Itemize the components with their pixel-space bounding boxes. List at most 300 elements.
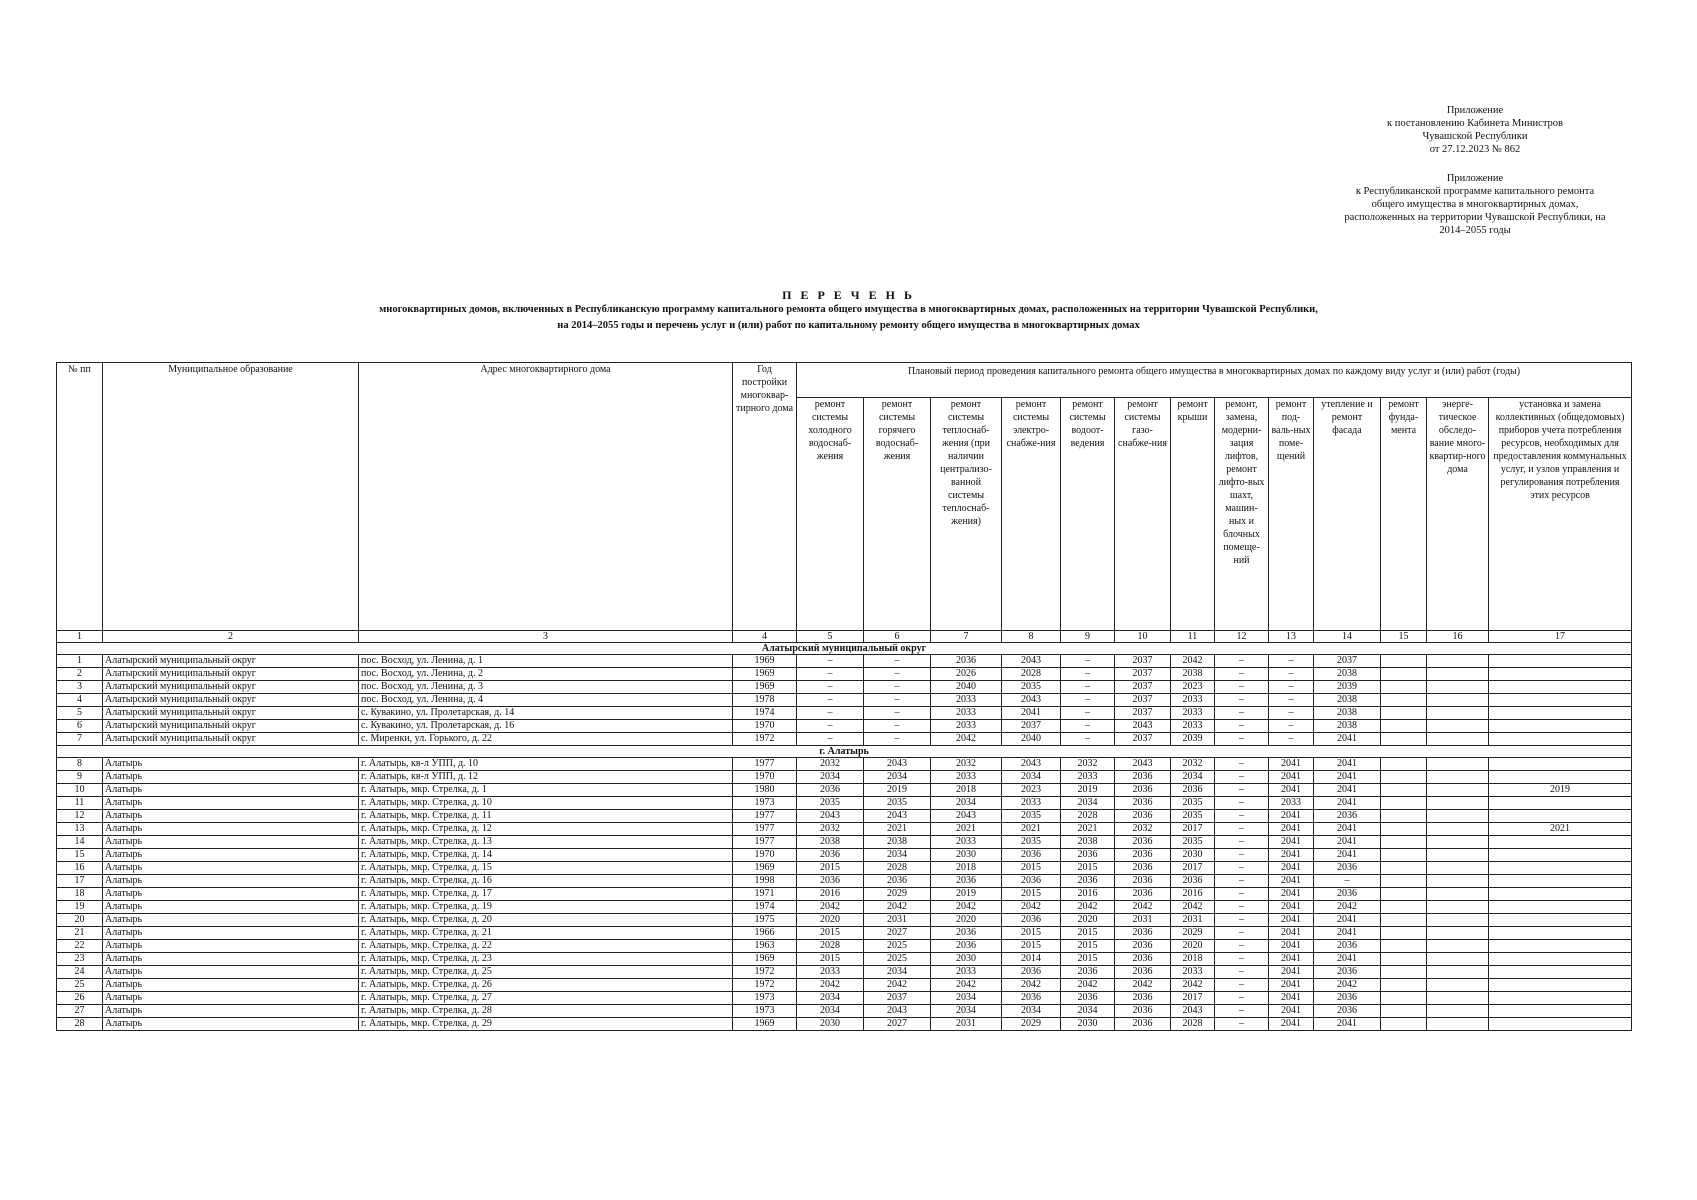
table-cell: 1973 xyxy=(733,992,797,1005)
table-cell: 2036 xyxy=(797,875,864,888)
table-cell: 23 xyxy=(57,953,103,966)
table-cell xyxy=(1427,797,1489,810)
table-cell: 2034 xyxy=(931,992,1002,1005)
table-cell: 1972 xyxy=(733,966,797,979)
column-number: 15 xyxy=(1381,631,1427,643)
table-cell: – xyxy=(1269,681,1314,694)
table-cell: Алатырь xyxy=(103,953,359,966)
header-work-type: ремонт системы газо-снабже-ния xyxy=(1115,398,1171,631)
table-cell: – xyxy=(1215,875,1269,888)
table-cell: г. Алатырь, мкр. Стрелка, д. 10 xyxy=(359,797,733,810)
table-cell xyxy=(1489,901,1632,914)
table-cell: 2027 xyxy=(864,1018,931,1031)
table-cell: Алатырь xyxy=(103,914,359,927)
table-cell xyxy=(1381,771,1427,784)
table-cell: 2036 xyxy=(1314,966,1381,979)
table-cell: 1977 xyxy=(733,810,797,823)
table-cell: 2017 xyxy=(1171,862,1215,875)
table-cell: – xyxy=(1215,888,1269,901)
table-cell: 2036 xyxy=(1115,849,1171,862)
table-cell xyxy=(1381,655,1427,668)
table-cell: 9 xyxy=(57,771,103,784)
table-cell: – xyxy=(1215,1018,1269,1031)
table-cell: 2041 xyxy=(1314,927,1381,940)
table-cell: – xyxy=(1061,720,1115,733)
table-cell xyxy=(1381,797,1427,810)
table-cell: 2041 xyxy=(1314,784,1381,797)
table-cell: г. Алатырь, кв-л УПП, д. 10 xyxy=(359,758,733,771)
table-cell: 2033 xyxy=(1171,966,1215,979)
table-cell: 2017 xyxy=(1171,992,1215,1005)
table-cell: 2042 xyxy=(1115,901,1171,914)
table-cell: 1977 xyxy=(733,823,797,836)
table-cell: 2035 xyxy=(797,797,864,810)
table-cell: 2038 xyxy=(1171,668,1215,681)
table-cell: 2036 xyxy=(1061,875,1115,888)
appendix-line: расположенных на территории Чувашской Республики, на xyxy=(1344,212,1606,223)
table-cell: 2036 xyxy=(1314,810,1381,823)
table-cell: Алатырский муниципальный округ xyxy=(103,655,359,668)
table-row xyxy=(57,707,1632,720)
table-cell: 2019 xyxy=(864,784,931,797)
header-work-type: ремонт фунда-мента xyxy=(1381,398,1427,631)
table-cell xyxy=(1427,771,1489,784)
table-cell: – xyxy=(1215,797,1269,810)
table-row xyxy=(57,992,1632,1005)
table-cell: 2037 xyxy=(1115,681,1171,694)
table-cell: пос. Восход, ул. Ленина, д. 1 xyxy=(359,655,733,668)
table-cell: 2019 xyxy=(1489,784,1632,797)
table-cell xyxy=(1427,940,1489,953)
table-cell xyxy=(1489,914,1632,927)
table-cell: 2042 xyxy=(1314,979,1381,992)
table-cell: 1977 xyxy=(733,758,797,771)
table-cell: 2020 xyxy=(931,914,1002,927)
table-cell: 2041 xyxy=(1269,784,1314,797)
column-number: 6 xyxy=(864,631,931,643)
table-cell: 2037 xyxy=(1314,655,1381,668)
table-cell xyxy=(1489,940,1632,953)
table-cell: г. Алатырь, мкр. Стрелка, д. 13 xyxy=(359,836,733,849)
table-cell: г. Алатырь, мкр. Стрелка, д. 26 xyxy=(359,979,733,992)
document-title-line1: многоквартирных домов, включенных в Республиканскую программу капитального ремонта общего имущества в многоквартирных домах, расположенных на территории Чувашской Республики, xyxy=(379,304,1318,315)
table-cell: 2032 xyxy=(1171,758,1215,771)
table-row xyxy=(57,694,1632,707)
table-cell: 2021 xyxy=(1061,823,1115,836)
table-cell: 2032 xyxy=(1061,758,1115,771)
table-cell xyxy=(1381,836,1427,849)
table-cell: – xyxy=(797,694,864,707)
table-row xyxy=(57,720,1632,733)
table-cell xyxy=(1381,875,1427,888)
header-work-type: утепление и ремонт фасада xyxy=(1314,398,1381,631)
appendix-line: 2014–2055 годы xyxy=(1439,225,1511,236)
table-cell: 2039 xyxy=(1314,681,1381,694)
header-work-type: ремонт системы горячего водоснаб-жения xyxy=(864,398,931,631)
table-cell: 2041 xyxy=(1314,797,1381,810)
table-cell: 2038 xyxy=(1314,707,1381,720)
table-row xyxy=(57,888,1632,901)
table-row xyxy=(57,810,1632,823)
table-cell: 2041 xyxy=(1269,966,1314,979)
table-cell: г. Алатырь, мкр. Стрелка, д. 20 xyxy=(359,914,733,927)
table-cell: 2041 xyxy=(1269,758,1314,771)
table-cell xyxy=(1381,707,1427,720)
table-cell: 2043 xyxy=(864,1005,931,1018)
table-cell: 2039 xyxy=(1171,733,1215,746)
table-cell xyxy=(1381,914,1427,927)
table-row xyxy=(57,784,1632,797)
table-cell xyxy=(1427,901,1489,914)
table-cell: 2041 xyxy=(1269,771,1314,784)
table-cell: – xyxy=(864,681,931,694)
table-cell: Алатырь xyxy=(103,875,359,888)
table-cell: 1970 xyxy=(733,849,797,862)
table-cell xyxy=(1489,720,1632,733)
table-cell xyxy=(1489,707,1632,720)
table-cell: 1966 xyxy=(733,927,797,940)
table-cell: 2041 xyxy=(1269,953,1314,966)
table-cell: – xyxy=(864,707,931,720)
table-cell: 2041 xyxy=(1269,862,1314,875)
table-row xyxy=(57,823,1632,836)
column-number: 14 xyxy=(1314,631,1381,643)
table-cell: 2041 xyxy=(1314,836,1381,849)
table-cell xyxy=(1427,992,1489,1005)
column-number: 16 xyxy=(1427,631,1489,643)
table-cell: 2036 xyxy=(1115,836,1171,849)
table-cell: г. Алатырь, мкр. Стрелка, д. 23 xyxy=(359,953,733,966)
column-number: 2 xyxy=(103,631,359,643)
table-cell: 22 xyxy=(57,940,103,953)
table-cell: – xyxy=(797,668,864,681)
table-cell: Алатырь xyxy=(103,888,359,901)
table-cell: 2021 xyxy=(1002,823,1061,836)
table-cell: 2015 xyxy=(1002,927,1061,940)
table-cell: 2031 xyxy=(1171,914,1215,927)
table-cell: Алатырский муниципальный округ xyxy=(103,733,359,746)
table-cell: 2041 xyxy=(1002,707,1061,720)
table-cell: – xyxy=(1215,707,1269,720)
table-cell: 2034 xyxy=(931,797,1002,810)
table-cell xyxy=(1427,927,1489,940)
table-cell xyxy=(1381,901,1427,914)
table-cell: 2027 xyxy=(864,927,931,940)
table-cell: 2036 xyxy=(931,940,1002,953)
table-cell: 2036 xyxy=(1115,1005,1171,1018)
table-cell: 2036 xyxy=(1115,927,1171,940)
table-cell: 1963 xyxy=(733,940,797,953)
table-cell: 2043 xyxy=(1002,758,1061,771)
table-cell: – xyxy=(1061,707,1115,720)
table-cell: 2036 xyxy=(797,849,864,862)
table-cell: 2038 xyxy=(1314,668,1381,681)
header-work-type: энерге-тическое обследо-вание много-квартир-ного дома xyxy=(1427,398,1489,631)
table-cell: 13 xyxy=(57,823,103,836)
table-cell: 2021 xyxy=(864,823,931,836)
table-cell: 1980 xyxy=(733,784,797,797)
column-number: 12 xyxy=(1215,631,1269,643)
appendix-line: к постановлению Кабинета Министров xyxy=(1387,118,1563,129)
table-cell: 2042 xyxy=(1314,901,1381,914)
table-row xyxy=(57,836,1632,849)
table-cell: – xyxy=(1215,733,1269,746)
table-cell: – xyxy=(1215,836,1269,849)
header-work-type: установка и замена коллективных (общедомовых) приборов учета потребления ресурсов, необходимых для предоставления коммунальных услуг, и узлов управления и регулирования потребления этих ресурсов xyxy=(1489,398,1632,631)
table-cell: 2036 xyxy=(1002,875,1061,888)
table-cell: 2015 xyxy=(1061,940,1115,953)
table-cell: Алатырь xyxy=(103,992,359,1005)
column-number: 17 xyxy=(1489,631,1632,643)
table-cell: 2036 xyxy=(864,875,931,888)
table-cell: Алатырь xyxy=(103,862,359,875)
table-cell xyxy=(1427,979,1489,992)
table-cell: 2042 xyxy=(797,979,864,992)
table-row xyxy=(57,681,1632,694)
table-cell: г. Алатырь, мкр. Стрелка, д. 15 xyxy=(359,862,733,875)
table-cell xyxy=(1427,784,1489,797)
table-cell: 2041 xyxy=(1314,914,1381,927)
table-cell: 2043 xyxy=(1115,758,1171,771)
table-cell: 2036 xyxy=(1002,849,1061,862)
table-cell: г. Алатырь, мкр. Стрелка, д. 12 xyxy=(359,823,733,836)
table-cell: 2020 xyxy=(797,914,864,927)
table-cell: 2015 xyxy=(1061,953,1115,966)
table-cell: – xyxy=(1269,720,1314,733)
table-cell: 2023 xyxy=(1002,784,1061,797)
table-cell: г. Алатырь, мкр. Стрелка, д. 25 xyxy=(359,966,733,979)
table-cell: 2032 xyxy=(797,758,864,771)
table-cell: 2033 xyxy=(931,707,1002,720)
table-cell: – xyxy=(1215,966,1269,979)
table-cell xyxy=(1427,823,1489,836)
table-cell: 2041 xyxy=(1269,1005,1314,1018)
table-cell: Алатырь xyxy=(103,771,359,784)
table-cell: 2032 xyxy=(931,758,1002,771)
table-cell: 1972 xyxy=(733,733,797,746)
table-cell: 2041 xyxy=(1269,836,1314,849)
table-cell xyxy=(1427,720,1489,733)
table-cell: 1969 xyxy=(733,668,797,681)
table-cell: 2035 xyxy=(1002,681,1061,694)
table-cell xyxy=(1489,1005,1632,1018)
table-cell: 2036 xyxy=(1115,1018,1171,1031)
table-cell: 2036 xyxy=(1061,992,1115,1005)
table-cell: 2041 xyxy=(1314,1018,1381,1031)
table-cell: Алатырь xyxy=(103,927,359,940)
table-cell: 2034 xyxy=(1171,771,1215,784)
table-cell: 2015 xyxy=(1061,927,1115,940)
table-cell: 1969 xyxy=(733,862,797,875)
table-cell: 2033 xyxy=(931,966,1002,979)
table-cell xyxy=(1427,966,1489,979)
table-cell: 2036 xyxy=(1002,992,1061,1005)
table-cell: 2037 xyxy=(864,992,931,1005)
table-cell: 2036 xyxy=(1115,966,1171,979)
table-cell xyxy=(1489,849,1632,862)
table-cell: 2033 xyxy=(931,720,1002,733)
table-cell: 2036 xyxy=(1115,810,1171,823)
header-num: № пп xyxy=(57,363,103,631)
table-cell: 2028 xyxy=(864,862,931,875)
table-cell: – xyxy=(1269,694,1314,707)
table-cell: 2036 xyxy=(1061,849,1115,862)
table-cell xyxy=(1381,810,1427,823)
table-cell: г. Алатырь, мкр. Стрелка, д. 28 xyxy=(359,1005,733,1018)
table-cell: 2032 xyxy=(1115,823,1171,836)
column-number: 9 xyxy=(1061,631,1115,643)
table-cell: 2041 xyxy=(1314,849,1381,862)
table-cell xyxy=(1427,836,1489,849)
table-cell: – xyxy=(864,655,931,668)
buildings-table xyxy=(56,362,1632,1031)
table-cell: 11 xyxy=(57,797,103,810)
appendix-cabinet-resolution xyxy=(1340,104,1610,156)
table-cell: 2043 xyxy=(864,758,931,771)
table-cell: 2036 xyxy=(1115,784,1171,797)
table-cell: 2035 xyxy=(864,797,931,810)
table-cell: 2016 xyxy=(1061,888,1115,901)
table-cell: 2033 xyxy=(1002,797,1061,810)
table-cell: 1998 xyxy=(733,875,797,888)
table-cell: 2036 xyxy=(1115,992,1171,1005)
table-cell: г. Алатырь, мкр. Стрелка, д. 21 xyxy=(359,927,733,940)
table-cell xyxy=(1489,681,1632,694)
table-cell: 2038 xyxy=(864,836,931,849)
table-cell: – xyxy=(864,668,931,681)
table-cell: 2036 xyxy=(1314,1005,1381,1018)
table-cell: 2034 xyxy=(797,771,864,784)
table-cell: – xyxy=(1215,849,1269,862)
table-cell xyxy=(1427,1005,1489,1018)
header-work-type: ремонт системы холодного водоснаб-жения xyxy=(797,398,864,631)
table-cell xyxy=(1381,720,1427,733)
table-cell xyxy=(1489,862,1632,875)
table-cell xyxy=(1427,707,1489,720)
table-cell: 2030 xyxy=(1171,849,1215,862)
table-cell: 6 xyxy=(57,720,103,733)
table-cell xyxy=(1489,797,1632,810)
table-cell: 10 xyxy=(57,784,103,797)
table-cell: 2036 xyxy=(1061,966,1115,979)
table-cell: – xyxy=(1215,1005,1269,1018)
table-cell: 2017 xyxy=(1171,823,1215,836)
table-cell: 2041 xyxy=(1269,927,1314,940)
table-cell xyxy=(1489,668,1632,681)
table-cell: – xyxy=(797,707,864,720)
table-cell: 2019 xyxy=(1061,784,1115,797)
table-cell: 20 xyxy=(57,914,103,927)
table-cell: 2031 xyxy=(864,914,931,927)
appendix-line: Приложение xyxy=(1446,105,1504,116)
table-cell: 2041 xyxy=(1314,953,1381,966)
table-cell: 1971 xyxy=(733,888,797,901)
table-cell: Алатырский муниципальный округ xyxy=(103,694,359,707)
table-cell: – xyxy=(1215,862,1269,875)
table-cell: 2036 xyxy=(1002,966,1061,979)
table-cell xyxy=(1381,758,1427,771)
table-cell: 2019 xyxy=(931,888,1002,901)
table-cell: – xyxy=(1215,784,1269,797)
table-cell: 2041 xyxy=(1314,771,1381,784)
table-cell: 2040 xyxy=(931,681,1002,694)
table-cell: 2037 xyxy=(1115,733,1171,746)
table-cell: г. Алатырь, мкр. Стрелка, д. 11 xyxy=(359,810,733,823)
table-cell: 2029 xyxy=(1002,1018,1061,1031)
table-cell xyxy=(1381,1018,1427,1031)
table-cell: – xyxy=(1269,655,1314,668)
table-cell: 12 xyxy=(57,810,103,823)
table-cell: – xyxy=(1215,953,1269,966)
table-cell: с. Кувакино, ул. Пролетарская, д. 14 xyxy=(359,707,733,720)
table-cell: 2041 xyxy=(1269,810,1314,823)
table-cell: 2029 xyxy=(864,888,931,901)
table-cell: 2041 xyxy=(1314,733,1381,746)
table-cell: Алатырский муниципальный округ xyxy=(103,707,359,720)
header-year: Год постройки многоквар-тирного дома xyxy=(733,363,797,631)
table-cell: 2033 xyxy=(1171,694,1215,707)
column-number: 3 xyxy=(359,631,733,643)
table-cell xyxy=(1427,888,1489,901)
table-cell xyxy=(1489,810,1632,823)
column-number: 13 xyxy=(1269,631,1314,643)
header-work-type: ремонт крыши xyxy=(1171,398,1215,631)
table-cell: г. Алатырь, мкр. Стрелка, д. 27 xyxy=(359,992,733,1005)
table-cell: 2043 xyxy=(1002,655,1061,668)
column-number: 4 xyxy=(733,631,797,643)
table-cell: Алатырь xyxy=(103,836,359,849)
table-cell: 2036 xyxy=(1314,862,1381,875)
table-cell: 2038 xyxy=(1314,720,1381,733)
table-cell: 2041 xyxy=(1314,823,1381,836)
table-cell: – xyxy=(1215,914,1269,927)
table-cell: г. Алатырь, мкр. Стрелка, д. 17 xyxy=(359,888,733,901)
table-cell xyxy=(1427,849,1489,862)
table-cell: 2042 xyxy=(797,901,864,914)
table-cell: 2036 xyxy=(1314,992,1381,1005)
table-cell xyxy=(1427,758,1489,771)
table-row xyxy=(57,758,1632,771)
column-number: 5 xyxy=(797,631,864,643)
table-cell: 2042 xyxy=(1061,901,1115,914)
table-cell: – xyxy=(1269,668,1314,681)
table-cell xyxy=(1381,953,1427,966)
table-cell: 2037 xyxy=(1115,707,1171,720)
table-cell: 2038 xyxy=(1061,836,1115,849)
table-cell xyxy=(1427,681,1489,694)
table-cell: – xyxy=(1269,733,1314,746)
table-row xyxy=(57,771,1632,784)
document-title-line2: на 2014–2055 годы и перечень услуг и (или) работ по капитальному ремонту общего имущества в многоквартирных домах xyxy=(557,320,1140,331)
table-cell: Алатырь xyxy=(103,940,359,953)
table-cell: – xyxy=(1215,823,1269,836)
table-cell: Алатырский муниципальный округ xyxy=(103,720,359,733)
group-header: Алатырский муниципальный округ xyxy=(57,643,1632,655)
table-cell: 16 xyxy=(57,862,103,875)
table-cell: 2036 xyxy=(1002,914,1061,927)
table-row xyxy=(57,862,1632,875)
table-cell: 18 xyxy=(57,888,103,901)
table-cell xyxy=(1489,771,1632,784)
table-cell: Алатырь xyxy=(103,810,359,823)
table-cell xyxy=(1381,940,1427,953)
table-cell: 1975 xyxy=(733,914,797,927)
table-cell xyxy=(1381,888,1427,901)
table-cell: 2033 xyxy=(931,694,1002,707)
table-cell: 2 xyxy=(57,668,103,681)
header-municipality: Муниципальное образование xyxy=(103,363,359,631)
group-header: г. Алатырь xyxy=(57,746,1632,758)
